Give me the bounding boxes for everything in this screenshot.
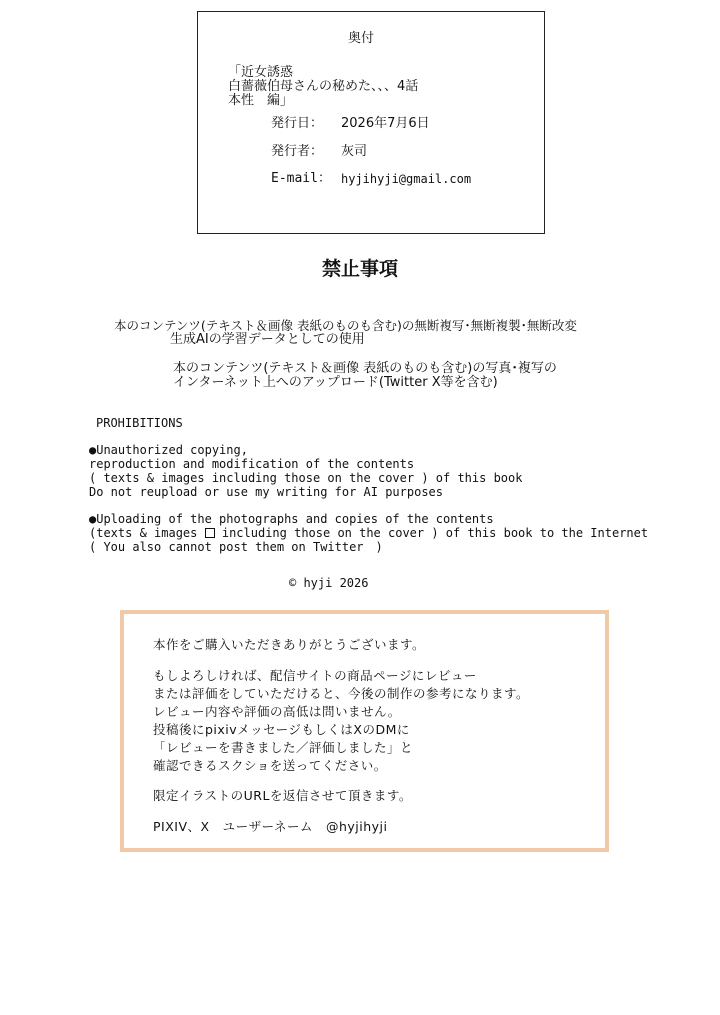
work-title-line3: 本性 編」: [228, 93, 294, 108]
en-item1-line3: ( texts & images including those on the cover ) of this book: [89, 471, 523, 485]
colophon-title: 奥付: [348, 31, 375, 46]
jp-prohibition-1-line2: 生成AIの学習データとしての使用: [170, 332, 365, 347]
notice-line7: 確認できるスクショを送ってください。: [153, 758, 387, 773]
prohibitions-heading: PROHIBITIONS: [96, 416, 183, 430]
prohibited-heading: 禁止事項: [321, 258, 398, 280]
empty-box-icon: [205, 528, 215, 538]
notice-line5: 投稿後にpixivメッセージもしくはXのDMに: [153, 722, 410, 737]
en-item1-line2: reproduction and modification of the contents: [89, 457, 415, 471]
notice-line6: 「レビューを書きました／評価しました」と: [153, 740, 414, 755]
notice-line8: 限定イラストのURLを返信させて頂きます。: [153, 788, 412, 803]
en-item2-line2-start: (texts & images: [89, 526, 198, 540]
email-value[interactable]: hyjihyji@gmail.com: [341, 172, 472, 186]
publisher-value: 灰司: [341, 144, 368, 159]
colophon-box: [197, 11, 545, 234]
issue-date-label: 発行日：: [271, 116, 324, 131]
en-item1-line1: ●Unauthorized copying,: [89, 443, 248, 457]
en-item2-line2: [89, 526, 648, 540]
en-item2-line3: ( You also cannot post them on Twitter ): [89, 540, 383, 554]
notice-line3: または評価をしていただけると、今後の制作の参考になります。: [153, 686, 530, 701]
en-item2-line2-end: including those on the cover ) of this book to the Internet: [221, 526, 649, 540]
notice-line1: 本作をご購入いただきありがとうございます。: [153, 637, 426, 652]
en-item2-line1: ●Uploading of the photographs and copies of the contents: [89, 512, 494, 526]
work-title-line1: 「近女誘惑: [228, 65, 294, 80]
jp-prohibition-1-line1: 本のコンテンツ(テキスト＆画像 表紙のものも含む)の無断複写･無断複製･無断改変: [114, 318, 577, 333]
jp-prohibition-2-line1: 本のコンテンツ(テキスト＆画像 表紙のものも含む)の写真･複写の: [173, 361, 557, 376]
publisher-label: 発行者：: [271, 144, 324, 159]
email-label: E-mail：: [271, 171, 331, 186]
notice-line2: もしよろしければ、配信サイトの商品ページにレビュー: [153, 668, 477, 683]
notice-line9: PIXIV、X ユーザーネーム @hyjihyji: [153, 819, 388, 834]
jp-prohibition-2-line2: インターネット上へのアップロード(Twitter X等を含む): [173, 375, 498, 390]
work-title-line2: 白薔薇伯母さんの秘めた、、、4話: [228, 79, 419, 94]
issue-date-value: 2026年7月6日: [341, 116, 430, 131]
copyright: © hyji 2026: [289, 576, 369, 590]
en-item1-line4: Do not reupload or use my writing for AI purposes: [89, 485, 444, 499]
notice-line4: レビュー内容や評価の高低は問いません。: [153, 704, 401, 719]
review-notice-box: [120, 610, 609, 852]
